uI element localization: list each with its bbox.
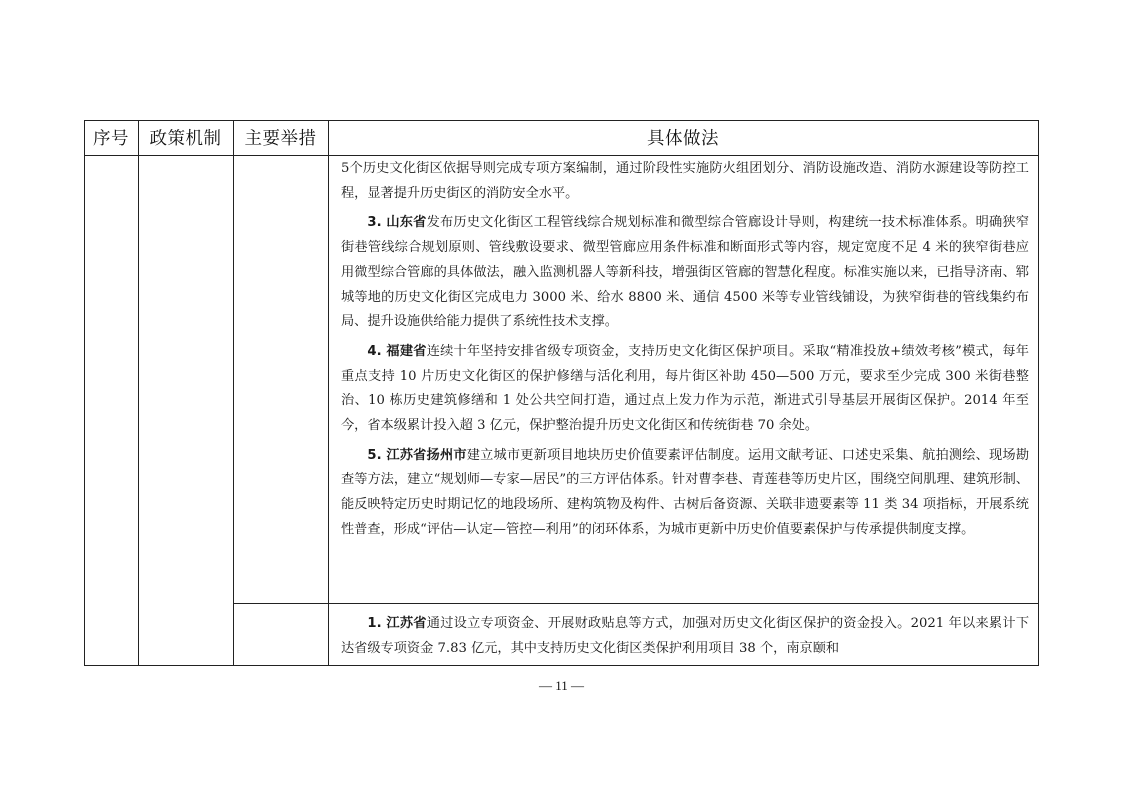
paragraph-lead: 1. 江苏省	[367, 616, 427, 631]
table-left-border	[84, 120, 85, 666]
header-policy-mechanism: 政策机制	[149, 129, 222, 149]
paragraph-text: 连续十年坚持安排省级专项资金，支持历史文化街区保护项目。采取“精准投放+绩效考核”模式，每年重点支持 10 片历史文化街区的保护修缮与活化利用，每片街区补助 450—500 万元，要求至少完成 300 米街巷整治、10 栋历史建筑修缮和 1 处公共空间打造，通过点上发力作为示范，渐进式引导基层开展街区保护。2014 年至今，省本级累计投入超 3 亿元，保护整治提升历史文化街区和传统街巷 70 余处。	[341, 343, 1029, 434]
paragraph-lead: 4. 福建省	[367, 343, 427, 359]
row-divider	[233, 603, 1039, 604]
paragraph-text: 通过设立专项资金、开展财政贴息等方式，加强对历史文化街区保护的资金投入。2021 年以来累计下达省级专项资金 7.83 亿元，其中支持历史文化街区类保护利用项目 38 个，南京颐和	[341, 616, 1030, 656]
col-divider-3	[328, 120, 329, 666]
table-right-border	[1038, 120, 1039, 666]
col-divider-2	[233, 120, 234, 666]
paragraph-yangzhou	[341, 444, 1029, 543]
header-specific-practices: 具体做法	[647, 129, 719, 149]
header-serial-number: 序号	[93, 129, 129, 149]
row1-practices-cell	[341, 157, 1029, 548]
col-divider-1	[138, 120, 139, 666]
paragraph-text: 发布历史文化街区工程管线综合规划标准和微型综合管廊设计导则，构建统一技术标准体系。明确狭窄街巷管线综合规划原则、管线敷设要求、微型管廊应用条件标准和断面形式等内容，规定宽度不足 4 米的狭窄街巷应用微型综合管廊的具体做法，融入监测机器人等新科技，增强街区管廊的智慧化程度。标准实施以来，已指导济南、郓城等地的历史文化街区完成电力 3000 米、给水 8800 米、通信 4500 米等专业管线铺设，为狭窄街巷的管线集约布局、提升设施供给能力提供了系统性技术支撑。	[341, 215, 1030, 330]
paragraph-fujian	[341, 340, 1029, 439]
paragraph-continued	[341, 157, 1029, 206]
paragraph-text: 5个历史文化街区依据导则完成专项方案编制，通过阶段性实施防火组团划分、消防设施改造、消防水源建设等防控工程，显著提升历史街区的消防安全水平。	[341, 161, 1029, 201]
paragraph-lead: 5. 江苏省扬州市	[367, 447, 467, 463]
paragraph-jiangsu	[341, 612, 1029, 661]
row2-practices-cell	[341, 612, 1029, 666]
page-number: — 11 —	[538, 678, 585, 693]
paragraph-text: 建立城市更新项目地块历史价值要素评估制度。运用文献考证、口述史采集、航拍测绘、现场勘查等方法，建立“规划师—专家—居民”的三方评估体系。针对曹李巷、青莲巷等历史片区，围绕空间肌理、建筑形制、能反映特定历史时期记忆的地段场所、建构筑物及构件、古树后备资源、关联非遗要素等 11 类 34 项指标，开展系统性普查，形成“评估—认定—管控—利用”的闭环体系，为城市更新中历史价值要素保护与传承提供制度支撑。	[341, 447, 1030, 537]
header-main-measures: 主要举措	[244, 129, 317, 149]
paragraph-lead: 3. 山东省	[367, 215, 427, 231]
paragraph-shandong	[341, 211, 1029, 335]
